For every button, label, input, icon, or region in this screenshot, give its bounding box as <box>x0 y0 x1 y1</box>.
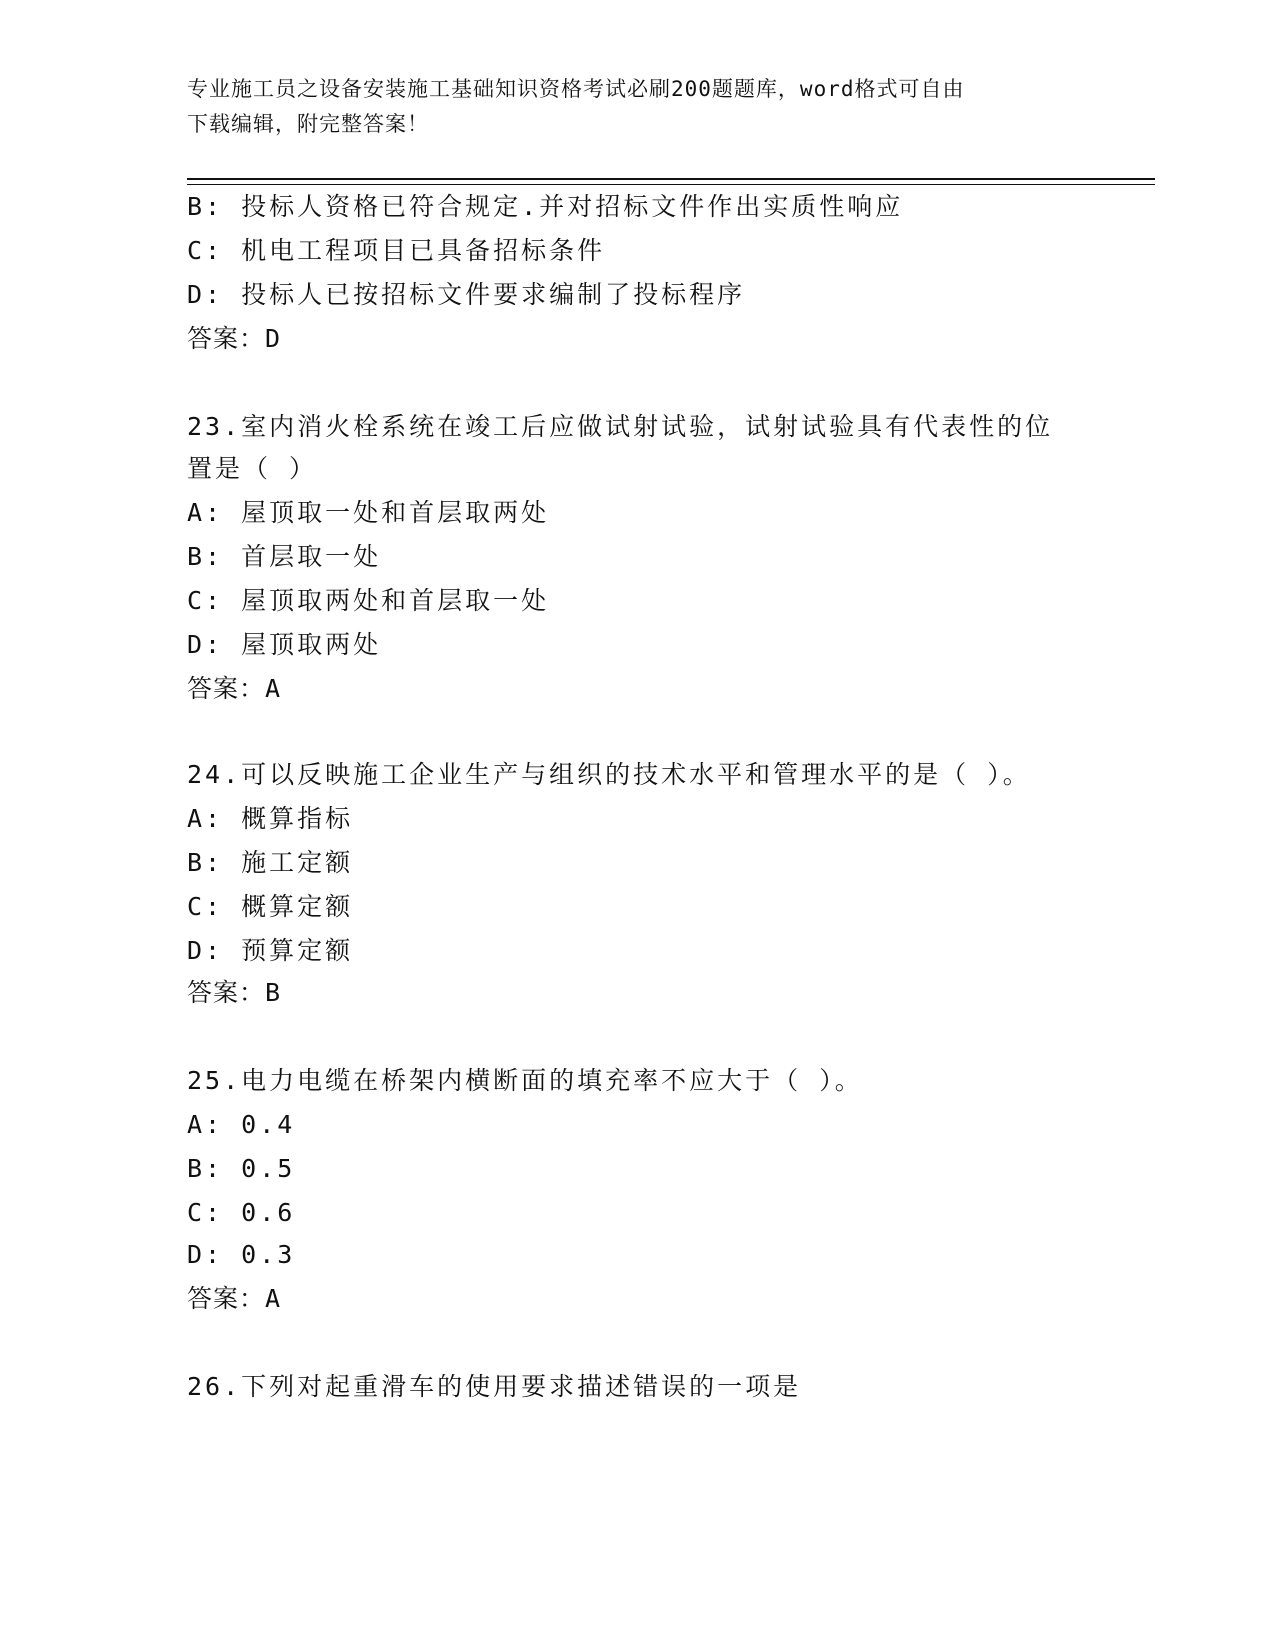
header-divider-thin <box>187 184 1155 185</box>
q25-option-c: C: 0.6 <box>187 1198 296 1227</box>
header-line-2: 下载编辑，附完整答案！ <box>187 112 429 136</box>
q22-option-c: C: 机电工程项目已具备招标条件 <box>187 236 606 265</box>
q24-answer: 答案：B <box>187 978 282 1007</box>
q23-stem-line-1: 23.室内消火栓系统在竣工后应做试射试验，试射试验具有代表性的位 <box>187 412 1054 441</box>
q23-answer: 答案：A <box>187 674 282 703</box>
q24-option-b: B: 施工定额 <box>187 848 354 877</box>
q25-option-d: D: 0.3 <box>187 1240 296 1269</box>
q24-stem: 24.可以反映施工企业生产与组织的技术水平和管理水平的是（ ）。 <box>187 760 1031 789</box>
q23-option-c: C: 屋顶取两处和首层取一处 <box>187 586 550 615</box>
q24-option-c: C: 概算定额 <box>187 892 354 921</box>
header-divider-thick <box>187 178 1155 180</box>
q24-option-a: A: 概算指标 <box>187 804 354 833</box>
q25-option-a: A: 0.4 <box>187 1110 296 1139</box>
q25-stem: 25.电力电缆在桥架内横断面的填充率不应大于（ ）。 <box>187 1066 863 1095</box>
document-header <box>187 72 1067 142</box>
q23-option-d: D: 屋顶取两处 <box>187 630 382 659</box>
q23-option-b: B: 首层取一处 <box>187 542 382 571</box>
q22-answer: 答案：D <box>187 324 282 353</box>
q26-stem: 26.下列对起重滑车的使用要求描述错误的一项是 <box>187 1372 802 1401</box>
q25-answer: 答案：A <box>187 1284 282 1313</box>
q25-option-b: B: 0.5 <box>187 1154 296 1183</box>
q23-stem-line-2: 置是（ ） <box>187 454 318 483</box>
q22-option-d: D: 投标人已按招标文件要求编制了投标程序 <box>187 280 746 309</box>
q22-option-b: B: 投标人资格已符合规定.并对招标文件作出实质性响应 <box>187 192 904 221</box>
q23-option-a: A: 屋顶取一处和首层取两处 <box>187 498 550 527</box>
q24-option-d: D: 预算定额 <box>187 936 354 965</box>
header-line-1: 专业施工员之设备安装施工基础知识资格考试必刷200题题库，word格式可自由 <box>187 77 965 101</box>
